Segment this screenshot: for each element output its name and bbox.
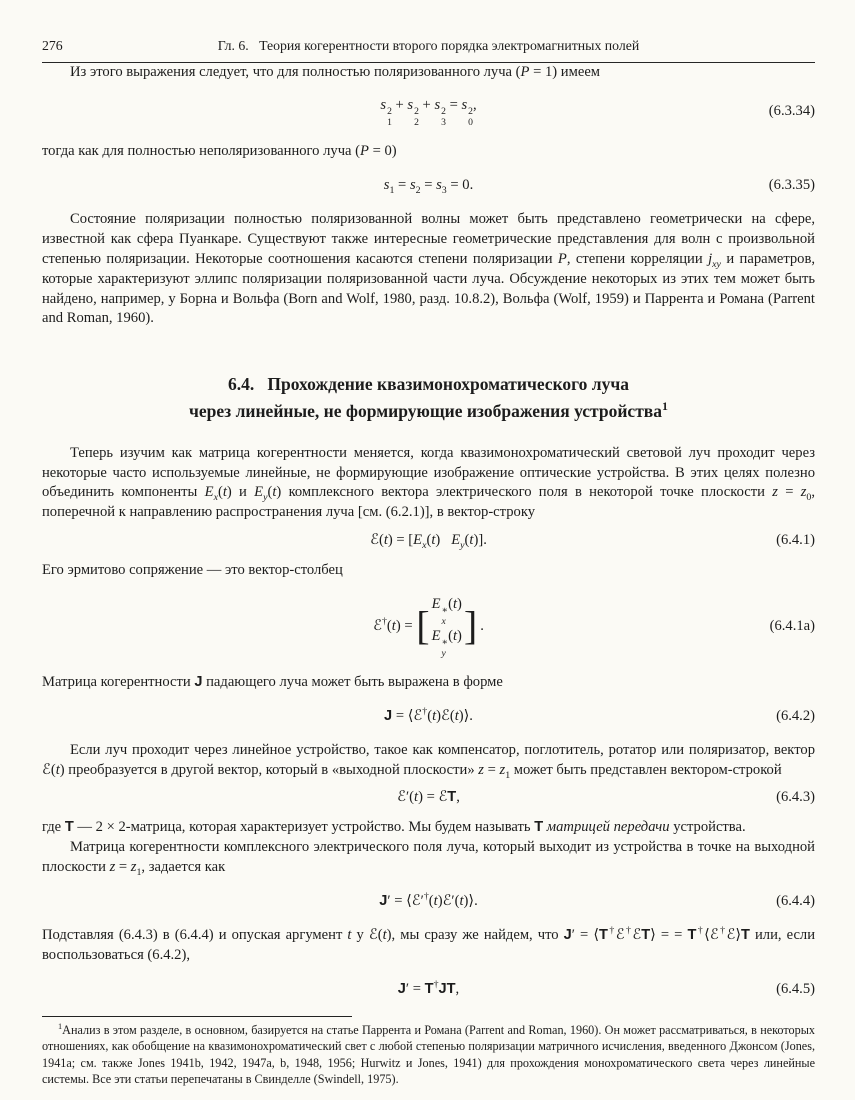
- equation-number: (6.4.4): [776, 893, 815, 910]
- paragraph-linear-device: Если луч проходит через линейное устройство, такое как компенсатор, поглотитель, ротатор или поляризатор, вектор ℰ(t) преобразуется в другой вектор, который в «выходной плоскости» $z = z_1$ может быть представлен вектором-строкой: [42, 741, 815, 781]
- equation-body: J′ = ⟨ℰ′†(t)ℰ′(t)⟩.: [379, 891, 478, 909]
- paragraph-output-plane: Матрица когерентности комплексного электрического поля луча, который выходит из устройства в точке на выходной плоскости $z = z_1$, задается как: [42, 839, 815, 879]
- equation-number: (6.4.1): [776, 532, 815, 549]
- equation-number: (6.4.2): [776, 707, 815, 724]
- equation-6-4-5: [42, 980, 815, 1000]
- paragraph-transfer-matrix: где T — 2 × 2-матрица, которая характеризует устройство. Мы будем называть T матрицей передачи устройства.: [42, 819, 746, 836]
- equation-6-3-35: [42, 176, 815, 196]
- equation-body: ℰ(t) = [$E_x(t)$ $E_y(t)$].: [370, 532, 487, 552]
- paragraph-intro-polarized: Из этого выражения следует, что для полностью поляризованного луча (P = 1) имеем: [70, 63, 601, 80]
- paragraph-coherency-matrix-form: Матрица когерентности J падающего луча может быть выражена в форме: [42, 673, 503, 690]
- equation-body: ℰ†(t) = [ E ∗ x (t) E ∗ y (t) ] .: [373, 595, 484, 659]
- footnote: $^1$Анализ в этом разделе, в основном, базируется на статье Паррента и Романа (Parrent and Roman, 1960). Он может рассматриваться, в некоторых отношениях, как обобщение на квазимонохроматический свет с любой степенью поляризации матричного исчисления, введенного Джонсом (Jones, 1941a; см. также Jones 1941b, 1942, 1947a, b, 1948, 1956; Hurwitz и Jones, 1941) для прохождения монохроматического света через линейные системы. Все эти статьи перепечатаны в Свинделле (Swindell, 1975).: [42, 1021, 815, 1087]
- equation-body: s 2 1 + s 2 2 + s 2 3 = s 2 0 ,: [380, 97, 477, 129]
- paragraph-substitution: Подставляя (6.4.3) в (6.4.4) и опуская аргумент t у ℰ(t), мы сразу же найдем, что J′ = ⟨T†ℰ†ℰT⟩ = = T†⟨ℰ†ℰ⟩T или, если воспользоваться (6.4.2),: [42, 925, 816, 963]
- equation-6-4-1a: [42, 595, 815, 659]
- equation-6-3-34: [42, 96, 815, 128]
- equation-number: (6.4.1a): [769, 618, 815, 635]
- page-number: 276: [42, 38, 63, 53]
- equation-number: (6.3.34): [768, 103, 815, 120]
- equation-number: (6.4.3): [776, 789, 815, 806]
- equation-number: (6.3.35): [768, 177, 815, 194]
- section-heading: [42, 371, 815, 424]
- paragraph-coherency-matrix-intro: Теперь изучим как матрица когерентности меняется, когда квазимонохроматический световой луч проходит через некоторые часто используемые линейные, не формирующие изображение оптические устройства. В этих целях полезно объединить компоненты $E_x(t)$ и $E_y(t)$ комплексного вектора электрического поля в некоторой точке плоскости $z = z_0$, поперечной к направлению распространения луча [см. (6.2.1)], в вектор-строку: [42, 444, 816, 521]
- paragraph-hermitian-conjugate: Его эрмитово сопряжение — это вектор-столбец: [42, 562, 343, 579]
- equation-body: J′ = T†JT,: [397, 978, 460, 997]
- paragraph-unpolarized: тогда как для полностью неполяризованного луча (P = 0): [42, 143, 397, 160]
- equation-body: J = ⟨ℰ†(t)ℰ(t)⟩.: [384, 705, 473, 724]
- equation-body: $s_1 = s_2 = s_3 = 0$.: [383, 177, 474, 197]
- running-head: Гл. 6. Теория когерентности второго порядка электромагнитных полей: [217, 38, 640, 53]
- equation-6-4-4: [42, 892, 815, 912]
- equation-6-4-2: [42, 707, 815, 727]
- section-heading-line2: через линейные, не формирующие изображения устройства$^1$: [189, 398, 668, 421]
- equation-body: ℰ′(t) = ℰT,: [397, 789, 460, 806]
- paragraph-poincare-sphere: Состояние поляризации полностью поляризованной волны может быть представлено геометрически на сфере, известной как сфера Пуанкаре. Существуют также интересные геометрические представления для волн с произвольной степенью поляризации. Некоторые соотношения касаются степени поляризации P, степени корреляции $j_{xy}$ и параметров, которые характеризуют эллипс поляризации поляризованной части луча. Обсуждение некоторых из этих тем может быть найдено, например, у Борна и Вольфа (Born and Wolf, 1980, разд. 10.8.2), Вольфа (Wolf, 1959) и Паррента и Романа (Parrent and Roman, 1960).: [42, 211, 816, 327]
- equation-6-4-1: [42, 531, 815, 551]
- equation-6-4-3: [42, 788, 815, 808]
- footnote-rule: [42, 1016, 352, 1017]
- page-header: [42, 38, 815, 55]
- section-heading-line1: 6.4. Прохождение квазимонохроматического луча: [227, 374, 629, 395]
- equation-number: (6.4.5): [776, 980, 815, 997]
